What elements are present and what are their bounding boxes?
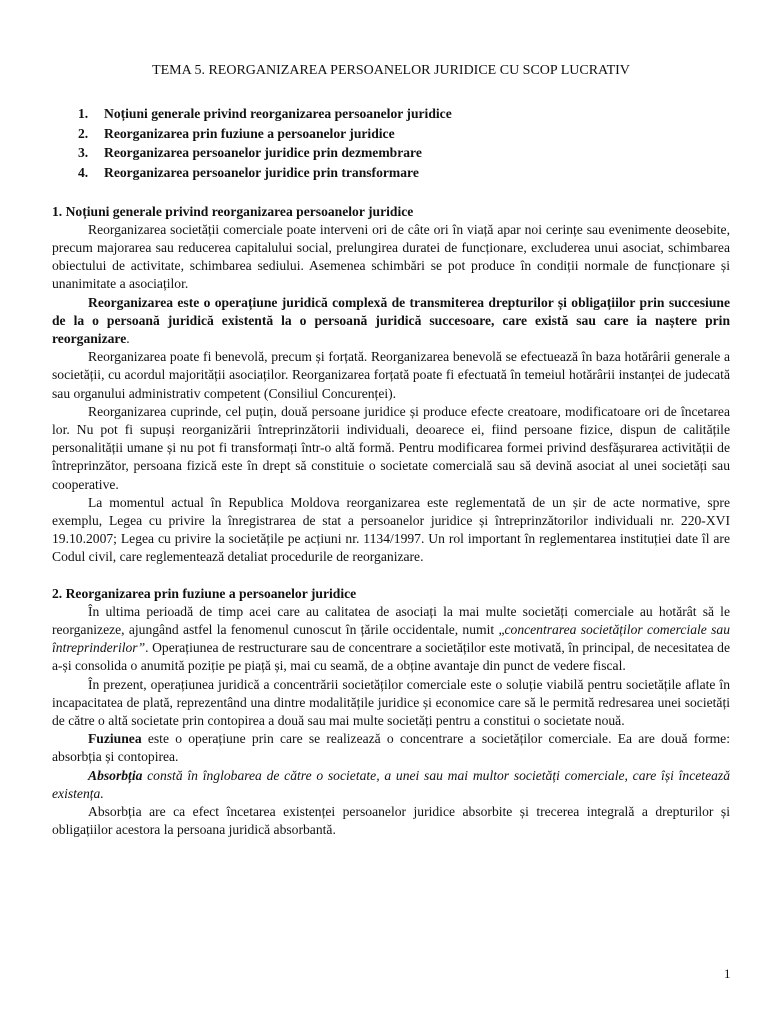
section-2-heading: 2. Reorganizarea prin fuziune a persoanelor juridice <box>52 585 357 601</box>
paragraph: Reorganizarea cuprinde, cel puțin, două persoane juridice și produce efecte creatoare, modificatoare ori de încetarea lor. Nu pot fi supuși reorganizării întreprinzătorii individuali, deoarece ei, fiind persoane fizice, dispun de calitățile personalității umane și nu pot fi transformați într-o altă formă. Pentru modificarea formei privind desfășurarea activității de întreprinzător, persoana fizică este în drept să constituie o societate comercială sau să devină asociat al unei societăți sau cooperative. <box>52 403 730 492</box>
toc-item <box>52 143 730 163</box>
section-1-heading: 1. Noțiuni generale privind reorganizarea persoanelor juridice <box>52 203 414 219</box>
paragraph: La momentul actual în Republica Moldova reorganizarea este reglementată de un șir de acte normative, spre exemplu, Legea cu privire la înregistrarea de stat a persoanelor juridice și întreprinzătorilor individuali nr. 220-XVI 19.10.2007; Legea cu privire la societățile pe acțiuni nr. 1134/1997. Un rol important în reglementarea instituției date îl are Codul civil, care reglementează detaliat procedurile de reorganizare. <box>52 494 730 565</box>
paragraph: Reorganizarea societății comerciale poate interveni ori de câte ori în viață apar noi cerințe sau evenimente deosebite, precum majorarea sau reducerea capitalului social, prelungirea duratei de funcționare, excluderea unui asociat, schimbarea obiectului de activitate, schimbarea sediului. Asemenea schimbări se pot produce în condiții normale de funcționare și unanimitate a asociaților. <box>52 221 730 292</box>
paragraph: Absorbția are ca efect încetarea existenței persoanelor juridice absorbite și trecerea integrală a drepturilor și obligațiilor acestora la persoana juridică absorbantă. <box>52 804 730 838</box>
document-page <box>52 62 730 839</box>
toc-text: Reorganizarea persoanelor juridice prin dezmembrare <box>104 145 422 161</box>
toc-number: 1. <box>78 106 89 122</box>
section-gap <box>52 567 730 585</box>
table-of-contents <box>52 104 730 182</box>
text-run: este o operațiune prin care se realizează o concentrare a societăților comerciale. Ea are două forme: absorbția și contopirea. <box>52 731 730 765</box>
text-run: . Operațiunea de restructurare sau de concentrare a societăților este motivată, în principal, de necesitatea de a-și consolida o anumită poziție pe piață și, mai cu seamă, de a obține avantaje din punct de vedere fiscal. <box>52 640 730 674</box>
toc-number: 3. <box>78 145 89 161</box>
paragraph: Reorganizarea poate fi benevolă, precum și forțată. Reorganizarea benevolă se efectuează în baza hotărârii generale a societății, cu acordul majorității asociaților. Reorganizarea forțată poate fi efectuată în temeiul hotărârii instanței de judecată sau organului administrativ competent (Consiliul Concurenței). <box>52 349 730 401</box>
italic-run: constă în înglobarea de către o societate, a unei sau mai multor societăți comerciale, care își încetează existența. <box>52 767 730 801</box>
toc-number: 4. <box>78 164 89 180</box>
page-number: 1 <box>724 966 731 981</box>
toc-item <box>52 163 730 183</box>
text-run: În ultima perioadă de timp acei care au calitatea de asociați la mai multe societăți comerciale au hotărât să le reorganizeze, ajungând astfel la fenomenul cunoscut în țările occidentale, numit „ <box>52 603 730 638</box>
toc-item <box>52 104 730 124</box>
paragraph <box>52 767 730 803</box>
toc-number: 2. <box>78 125 89 141</box>
definition-end: . <box>126 331 130 346</box>
term-fuziunea: Fuziunea <box>88 731 142 747</box>
definition-bold: Reorganizarea este o operațiune juridică complexă de transmiterea drepturilor și obligațiilor prin succesiune de la o persoană juridică existentă la o persoană juridică succesoare, care există sau care ia naștere prin reorganizare <box>52 294 730 346</box>
paragraph <box>52 730 730 766</box>
toc-item <box>52 124 730 144</box>
italic-run: concentrarea societăților comerciale sau întreprinderilor” <box>52 622 730 656</box>
document-title: TEMA 5. REORGANIZAREA PERSOANELOR JURIDICE CU SCOP LUCRATIV <box>152 63 630 78</box>
paragraph: În prezent, operațiunea juridică a concentrării societăților comerciale este o soluție viabilă pentru societățile aflate în incapacitatea de plată, reprezentând una dintre modalitățile juridice și economice care să le permită redresarea unei societăți de către o altă societate prin contopirea a două sau mai multe societăți pentru a constitui o societate nouă. <box>52 676 730 729</box>
term-absorbtia: Absorbția <box>88 767 143 783</box>
toc-text: Reorganizarea prin fuziune a persoanelor juridice <box>104 125 395 141</box>
paragraph-definition <box>52 294 730 349</box>
toc-text: Noțiuni generale privind reorganizarea persoanelor juridice <box>104 106 452 122</box>
paragraph <box>52 603 730 676</box>
toc-text: Reorganizarea persoanelor juridice prin transformare <box>104 164 419 180</box>
